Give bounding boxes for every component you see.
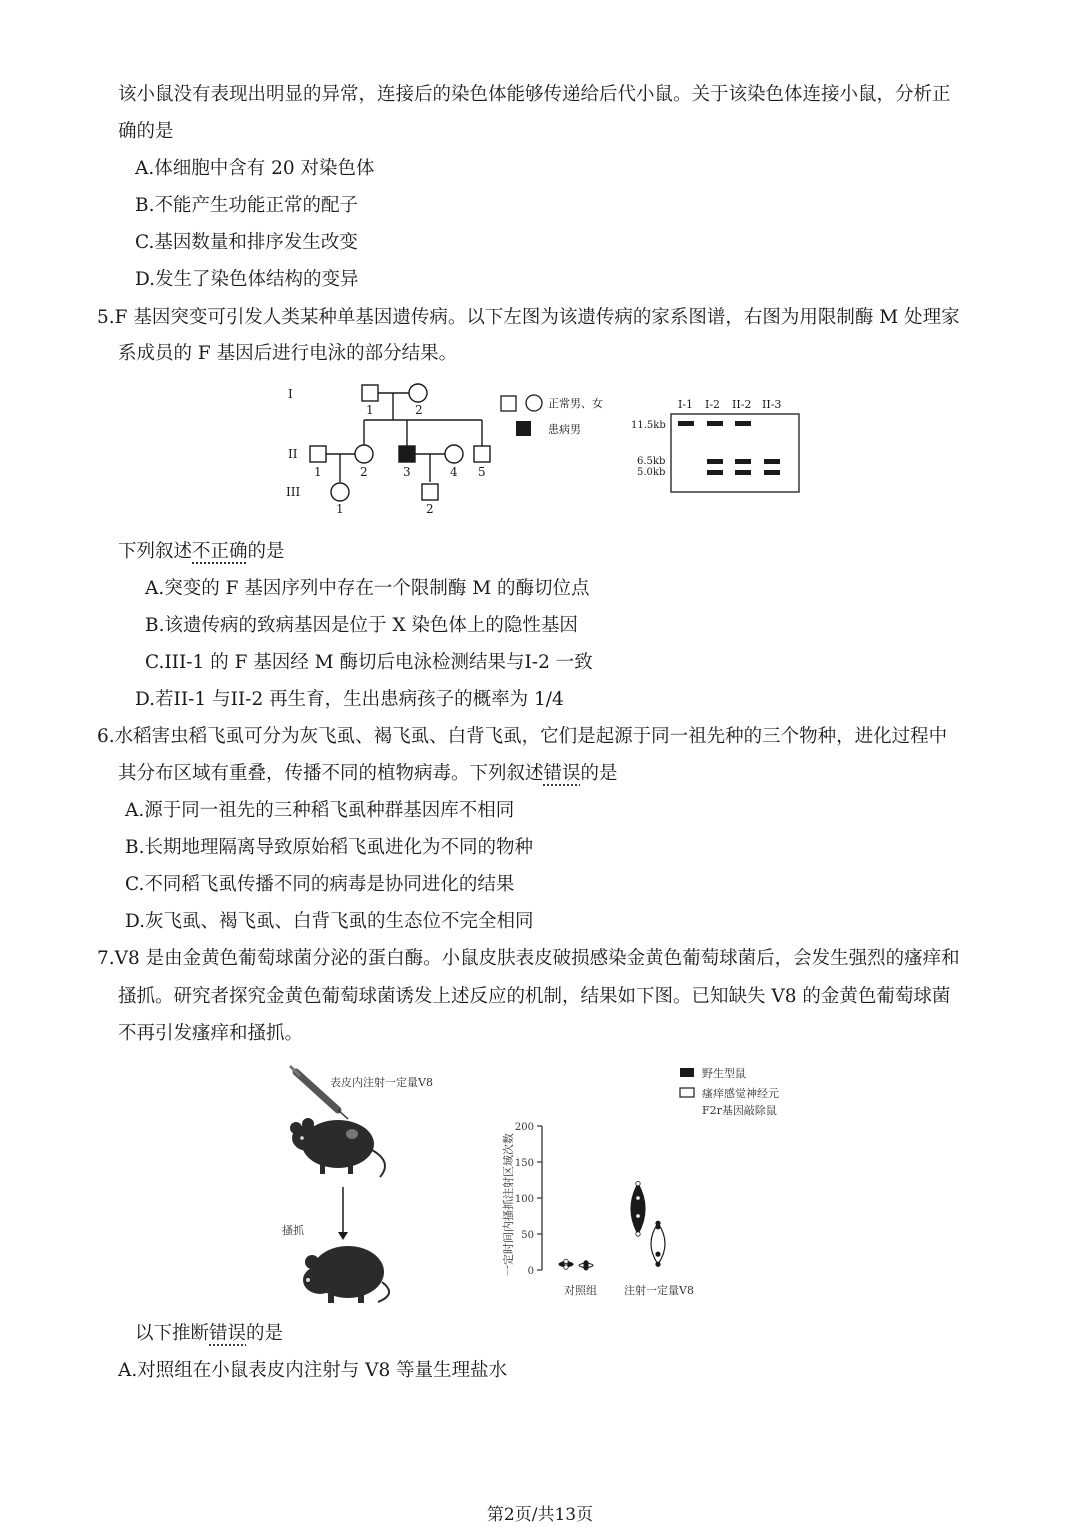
inject-label: 表皮内注射一定量V8 (330, 1076, 433, 1089)
q4-option-b: B.不能产生功能正常的配子 (135, 195, 358, 216)
q7-question-emphasis: 错误 (209, 1323, 247, 1344)
q7-stem-line2: 搔抓。研究者探究金黄色葡萄球菌诱发上述反应的机制，结果如下图。已知缺失 V8 的金黄色葡萄球菌 (118, 986, 951, 1007)
gel-band (678, 421, 694, 426)
chart-category-label: 注射一定量V8 (624, 1284, 694, 1297)
violin-point (636, 1196, 640, 1200)
gel-band (707, 421, 723, 426)
chart-y-tick-label: 150 (514, 1158, 534, 1169)
q6-stem-line2: 其分布区域有重叠，传播不同的植物病毒。下列叙述错误的是 (118, 763, 618, 784)
legend-affected-label: 患病男 (548, 423, 581, 436)
gel-lane-label: I-1 (678, 398, 694, 411)
q4-stem-line1: 该小鼠没有表现出明显的异常，连接后的染色体能够传递给后代小鼠。关于该染色体连接小鼠，分析正 (118, 84, 951, 105)
mouse-bottom-icon (303, 1246, 389, 1303)
legend-normal-female-icon (526, 395, 542, 411)
q4-stem-line2: 确的是 (118, 121, 174, 142)
legend-normal-label: 正常男、女 (548, 397, 603, 410)
page-footer: 第2页/共13页 (486, 1505, 594, 1525)
q5-question: 下列叙述不正确的是 (118, 541, 285, 562)
violin-point (636, 1214, 640, 1218)
pedigree-num: 5 (478, 465, 486, 479)
q5-option-c: C.III-1 的 F 基因经 M 酶切后电泳检测结果与I-2 一致 (145, 652, 593, 673)
pedigree-III-1 (331, 483, 349, 501)
q4-option-a: A.体细胞中含有 20 对染色体 (135, 158, 375, 179)
q7-stem-line1: 7.V8 是由金黄色葡萄球菌分泌的蛋白酶。小鼠皮肤表皮破损感染金黄色葡萄球菌后，会发生强烈的瘙痒和 (97, 948, 960, 969)
pedigree-num: 2 (426, 502, 434, 516)
q5-stem-line2: 系成员的 F 基因后进行电泳的部分结果。 (118, 343, 458, 364)
chart-category-label: 对照组 (564, 1284, 597, 1297)
q7-stem-line3: 不再引发瘙痒和搔抓。 (118, 1023, 304, 1044)
gel-lane-label: I-2 (705, 398, 721, 411)
pedigree-num: 4 (450, 465, 458, 479)
pedigree-II-3 (399, 446, 415, 462)
q4-option-c: C.基因数量和排序发生改变 (135, 232, 358, 253)
gel-band (735, 421, 751, 426)
q5-option-b: B.该遗传病的致病基因是位于 X 染色体上的隐性基因 (145, 615, 578, 636)
syringe-icon (290, 1066, 348, 1119)
q7-question: 以下推断错误的是 (135, 1323, 284, 1344)
legend-normal-male-icon (501, 396, 516, 411)
chart-y-tick-label: 200 (514, 1122, 534, 1133)
pedigree-gen-label: II (288, 447, 298, 461)
q6-stem-line1: 6.水稻害虫稻飞虱可分为灰飞虱、褐飞虱、白背飞虱，它们是起源于同一祖先种的三个物种，进化过程中 (97, 726, 948, 747)
violin-point (564, 1259, 568, 1263)
gel-figure (625, 392, 815, 497)
violin-point (636, 1232, 640, 1236)
q4-option-d: D.发生了染色体结构的变异 (135, 269, 359, 290)
chart-y-tick-label: 50 (521, 1230, 534, 1241)
pedigree-III-2 (422, 484, 438, 500)
violin-point (584, 1266, 588, 1270)
violin-point (656, 1221, 660, 1225)
gel-band-label: 6.5kb (637, 456, 666, 467)
gel-band (735, 459, 751, 464)
gel-band (707, 470, 723, 475)
legend-knockout-label-2: F2r基因敲除鼠 (702, 1104, 777, 1117)
pedigree-I-1 (362, 385, 378, 401)
scratch-label: 搔抓 (282, 1224, 304, 1237)
q5-stem-line1: 5.F 基因突变可引发人类某种单基因遗传病。以下左图为该遗传病的家系图谱，右图为用限制酶 M 处理家 (97, 307, 960, 328)
gel-band (707, 459, 723, 464)
gel-band-label: 5.0kb (637, 467, 666, 478)
pedigree-num: 1 (314, 465, 322, 479)
violin-point (564, 1265, 568, 1269)
gel-band (764, 470, 780, 475)
pedigree-num: 3 (403, 465, 411, 479)
violin-point (636, 1181, 640, 1185)
arrow-down-icon (338, 1232, 348, 1240)
q7-option-a: A.对照组在小鼠表皮内注射与 V8 等量生理盐水 (118, 1360, 508, 1381)
q6-option-c: C.不同稻飞虱传播不同的病毒是协同进化的结果 (125, 874, 515, 895)
violin-chart (488, 1090, 728, 1310)
q6-question-emphasis: 错误 (543, 763, 581, 784)
q6-option-d: D.灰飞虱、褐飞虱、白背飞虱的生态位不完全相同 (125, 911, 534, 932)
pedigree-num: 1 (336, 502, 344, 516)
q6-option-a: A.源于同一祖先的三种稻飞虱种群基因库不相同 (125, 800, 515, 821)
violin-point (584, 1261, 588, 1265)
violin-point (656, 1252, 660, 1256)
gel-band-label: 11.5kb (631, 420, 666, 431)
pedigree-gen-label: I (288, 387, 293, 401)
pedigree-num: 1 (366, 403, 374, 417)
pedigree-II-5 (474, 446, 490, 462)
gel-lane-label: II-3 (762, 398, 782, 411)
q5-question-emphasis: 不正确 (192, 541, 248, 562)
legend-knockout-label-1: 瘙痒感觉神经元 (702, 1087, 779, 1100)
violin-shape (631, 1184, 645, 1234)
q6-option-b: B.长期地理隔离导致原始稻飞虱进化为不同的物种 (125, 837, 533, 858)
pedigree-num: 2 (415, 403, 423, 417)
gel-band (735, 470, 751, 475)
mouse-top-icon (290, 1118, 385, 1177)
gel-lane-label: II-2 (732, 398, 752, 411)
pedigree-II-2 (355, 445, 373, 463)
legend-affected-male-icon (516, 421, 531, 436)
pedigree-legend (498, 392, 618, 442)
pedigree-gen-label: III (286, 485, 301, 499)
chart-ylabel: 一定时间内搔抓注射区域次数 (502, 1133, 515, 1276)
legend-wildtype-label: 野生型鼠 (702, 1067, 746, 1080)
q5-option-d: D.若II-1 与II-2 再生育，生出患病孩子的概率为 1/4 (135, 689, 564, 710)
pedigree-num: 2 (360, 465, 368, 479)
pedigree-II-1 (310, 446, 326, 462)
chart-y-tick-label: 100 (514, 1194, 534, 1205)
legend-wildtype-swatch (680, 1068, 694, 1077)
mouse-illustration (268, 1062, 483, 1312)
pedigree-II-4 (445, 445, 463, 463)
chart-y-tick-label: 0 (527, 1266, 534, 1277)
pedigree-I-2 (409, 384, 427, 402)
gel-band (764, 459, 780, 464)
violin-point (656, 1262, 660, 1266)
q5-option-a: A.突变的 F 基因序列中存在一个限制酶 M 的酶切位点 (145, 578, 590, 599)
